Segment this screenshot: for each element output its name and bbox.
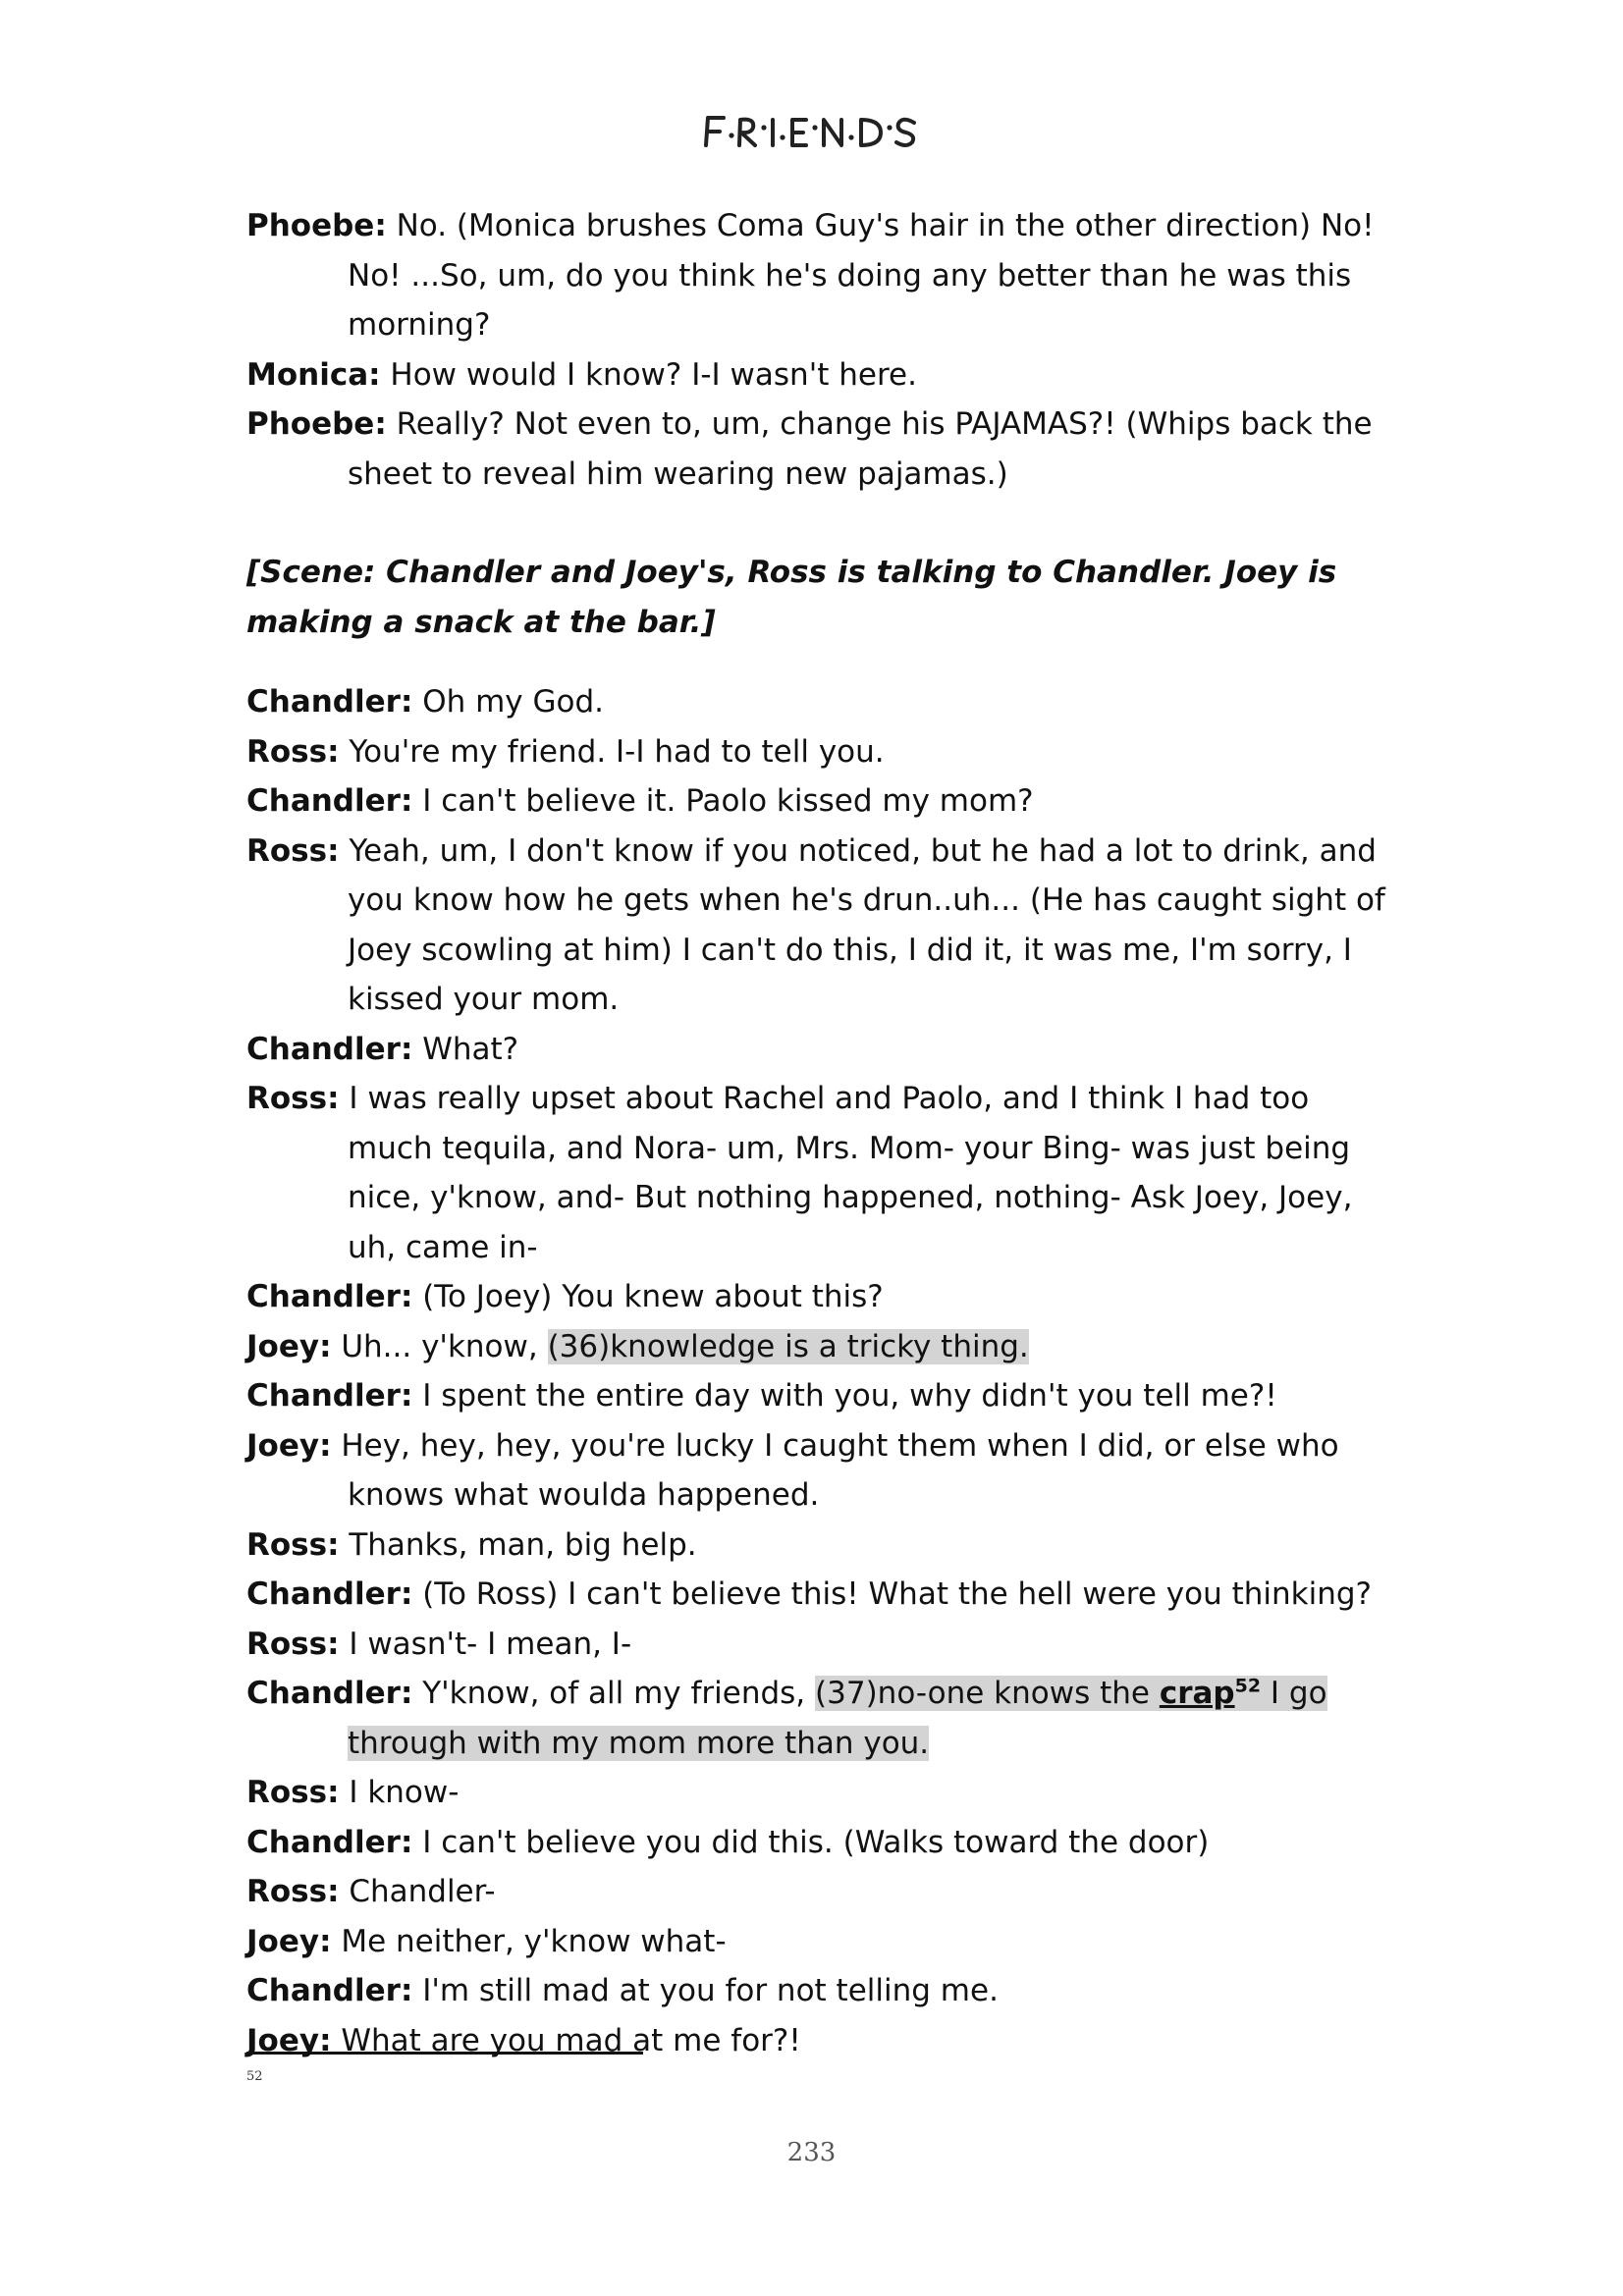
- speaker-name: Ross:: [246, 733, 340, 770]
- speaker-name: Chandler:: [246, 1824, 413, 1860]
- dialogue-line: [246, 1025, 1395, 1075]
- speaker-name: Chandler:: [246, 1973, 413, 2008]
- line-text: Thanks, man, big help.: [339, 1526, 697, 1563]
- page-number: 233: [786, 2138, 837, 2167]
- dialogue-line: [246, 201, 1395, 350]
- line-text: How would I know? I-I wasn't here.: [380, 356, 917, 393]
- scene-heading: [Scene: Chandler and Joey's, Ross is talking to Chandler. Joey is making a snack at the bar.]: [246, 555, 1337, 640]
- dialogue-line: [246, 677, 1395, 727]
- highlighted-phrase-end: I go through with my mom more than you.: [348, 1676, 1327, 1761]
- dialogue-line: [246, 1966, 1395, 2016]
- speaker-name: Ross:: [246, 1081, 340, 1116]
- speaker-name: Ross:: [246, 1874, 340, 1909]
- highlighted-phrase-start: (37)no-one knows the: [815, 1676, 1160, 1711]
- dialogue-line: [246, 2016, 1395, 2066]
- footnote-reference: 52: [1234, 1675, 1262, 1697]
- line-text: Y'know, of all my friends,: [412, 1676, 816, 1711]
- highlighted-phrase: (36)knowledge is a tricky thing.: [547, 1328, 1029, 1364]
- dialogue-line: [246, 1371, 1395, 1421]
- line-text: Chandler-: [339, 1874, 496, 1909]
- speaker-name: Chandler:: [246, 1378, 413, 1414]
- dialogue-line: [246, 776, 1395, 827]
- friends-logo: [0, 110, 1623, 158]
- speaker-name: Ross:: [246, 1775, 340, 1810]
- dialogue-line: [246, 1917, 1395, 1967]
- speaker-name: Chandler:: [246, 1279, 413, 1314]
- dialogue-line: [246, 400, 1395, 499]
- speaker-name: Ross:: [246, 1626, 340, 1662]
- line-text: Really? Not even to, um, change his PAJAMAS?! (Whips back the sheet to reveal him wearing new pajamas.): [348, 406, 1373, 492]
- speaker-name: Monica:: [246, 356, 381, 393]
- speaker-name: Chandler:: [246, 684, 413, 720]
- speaker-name: Chandler:: [246, 1031, 413, 1067]
- line-text: I know-: [339, 1775, 460, 1810]
- dialogue-line: [246, 1768, 1395, 1818]
- dialogue-line: [246, 727, 1395, 777]
- dialogue-line: [246, 1322, 1395, 1372]
- line-text: What?: [412, 1031, 519, 1067]
- line-text: I wasn't- I mean, I-: [339, 1626, 632, 1662]
- dialogue-line: [246, 350, 1395, 400]
- speaker-name: Joey:: [246, 2022, 332, 2058]
- line-text: I can't believe you did this. (Walks toward the door): [412, 1824, 1210, 1860]
- dialogue-line: [246, 827, 1395, 1025]
- line-text: (To Joey) You knew about this?: [412, 1279, 884, 1314]
- line-text: I was really upset about Rachel and Paolo, and I think I had too much tequila, and Nora- um, Mrs. Mom- your Bing- was just being nice, y'know, and- But nothing happened, nothing- Ask Joey, Joey, uh, came in-: [339, 1081, 1353, 1265]
- footnote-separator: [246, 2052, 643, 2055]
- speaker-name: Joey:: [246, 1427, 332, 1464]
- speaker-name: Phoebe:: [246, 208, 387, 243]
- line-text: What are you mad at me for?!: [331, 2022, 801, 2058]
- line-text: I can't believe it. Paolo kissed my mom?: [412, 783, 1034, 819]
- dialogue-line: [246, 1421, 1395, 1521]
- dialogue-line: [246, 1669, 1395, 1768]
- dialogue-line: [246, 1867, 1395, 1917]
- speaker-name: Joey:: [246, 1328, 332, 1364]
- speaker-name: Chandler:: [246, 783, 413, 819]
- line-text: Hey, hey, hey, you're lucky I caught them when I did, or else who knows what woulda happened.: [331, 1427, 1339, 1513]
- line-text: No. (Monica brushes Coma Guy's hair in the other direction) No! No! ...So, um, do you think he's doing any better than he was this morning?: [348, 208, 1375, 343]
- speaker-name: Joey:: [246, 1923, 332, 1959]
- speaker-name: Ross:: [246, 1526, 340, 1563]
- line-text: I'm still mad at you for not telling me.: [412, 1973, 999, 2008]
- script-text: [246, 201, 1395, 2065]
- speaker-name: Phoebe:: [246, 406, 387, 442]
- dialogue-line: [246, 1570, 1395, 1620]
- footnote-number: 52: [246, 2069, 263, 2084]
- dialogue-line: [246, 1074, 1395, 1272]
- speaker-name: Chandler:: [246, 1676, 413, 1711]
- dialogue-line: [246, 1272, 1395, 1322]
- dialogue-line: [246, 1521, 1395, 1571]
- dialogue-line: [246, 1620, 1395, 1670]
- friends-logo-graphic: [694, 110, 930, 153]
- line-text: Me neither, y'know what-: [331, 1923, 727, 1959]
- line-text: You're my friend. I-I had to tell you.: [339, 733, 885, 770]
- speaker-name: Ross:: [246, 832, 340, 869]
- speaker-name: Chandler:: [246, 1576, 413, 1612]
- line-text: Uh... y'know,: [331, 1328, 548, 1364]
- line-text: Oh my God.: [412, 684, 605, 720]
- line-text: Yeah, um, I don't know if you noticed, but he had a lot to drink, and you know how he gets when he's drun..uh... (He has caught sight of Joey scowling at him) I can't do this, I did it, it was me, I'm sorry, I kissed your mom.: [339, 832, 1385, 1017]
- line-text: (To Ross) I can't believe this! What the hell were you thinking?: [412, 1576, 1372, 1612]
- line-text: I spent the entire day with you, why didn't you tell me?!: [412, 1378, 1277, 1414]
- dialogue-line: [246, 1818, 1395, 1868]
- glossary-term: crap: [1159, 1676, 1235, 1711]
